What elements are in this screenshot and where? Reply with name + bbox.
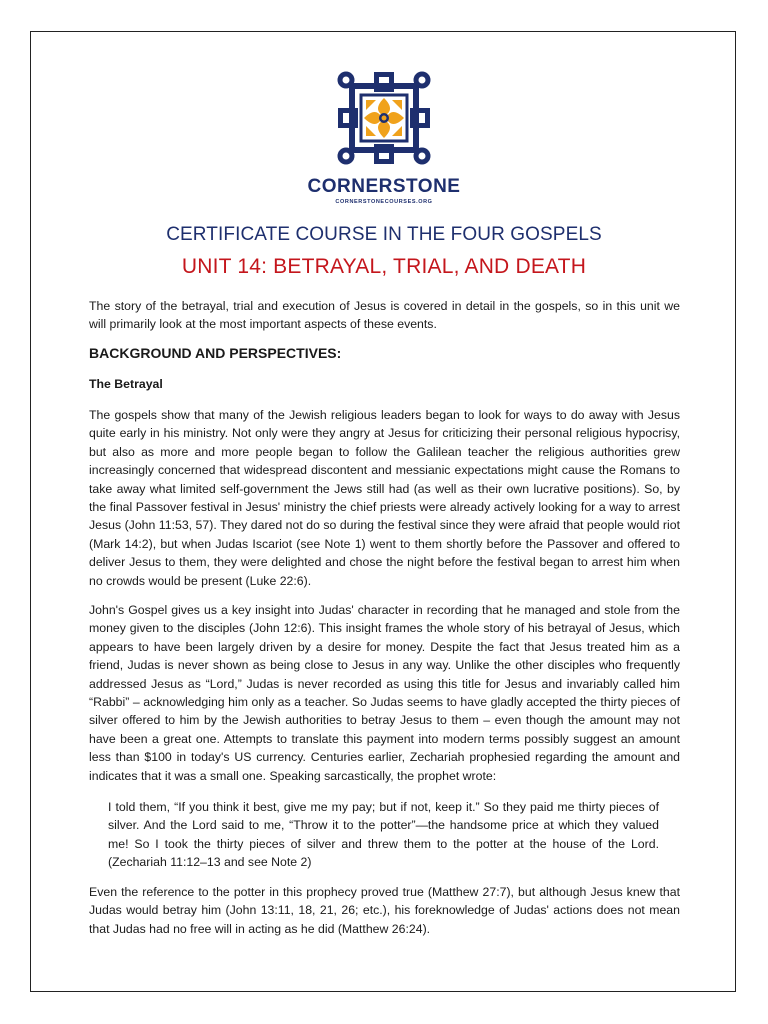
logo [0, 70, 768, 166]
brand-url: CORNERSTONECOURSES.ORG [335, 199, 433, 205]
intro-paragraph: The story of the betrayal, trial and execution of Jesus is covered in detail in the gospels, so in this unit we will primarily look at the most important aspects of these events. [89, 299, 680, 332]
course-title: CERTIFICATE COURSE IN THE FOUR GOSPELS [166, 224, 602, 245]
closing-paragraph: Even the reference to the potter in this prophecy proved true (Matthew 27:7), but although Jesus knew that Judas would betray him (John 13:11, 18, 21, 26; etc.), his foreknowledge of Judas' actions does not mean that Judas had no free will in acting as he did (Matthew 26:24). [89, 885, 680, 936]
paragraph-betrayal-2: John's Gospel gives us a key insight into Judas' character in recording that he managed and stole from the money given to the disciples (John 12:6). This insight frames the whole story of his betrayal of Jesus, which appears to have been largely driven by a desire for money. Despite the fact that Jesus treated him as a friend, Judas is never shown as being close to Jesus in any way. Unlike the other disciples who frequently addressed Jesus as “Lord,” Judas is never recorded as using this title for Jesus and invariably called him “Rabbi” – acknowledging him only as a teacher. So Judas seems to have gladly accepted the thirty pieces of silver offered to him by the Jewish authorities to betray Jesus to them – even though the amount may not have been a great one. Attempts to translate this payment into modern terms possibly suggest an amount less than $100 in today's US currency. Centuries earlier, Zechariah prophesied regarding the amount and indicates that it was a small one. Speaking sarcastically, the prophet wrote: [89, 603, 680, 783]
celtic-cross-knot-icon [336, 70, 432, 166]
unit-title: UNIT 14: BETRAYAL, TRIAL, AND DEATH [181, 255, 587, 278]
section-heading: BACKGROUND AND PERSPECTIVES: [89, 345, 342, 361]
brand-name: CORNERSTONE [307, 176, 461, 197]
paragraph-betrayal-1: The gospels show that many of the Jewish religious leaders began to look for ways to do away with Jesus quite early in his ministry. Not only were they angry at Jesus for criticizing their personal religious hypocrisy, but also as more and more people began to follow the Galilean teacher the religious authorities grew increasingly concerned that widespread discontent and messianic expectations might cause the Romans to take away what limited self-government the Jews still had (as well as their own lucrative positions). So, by the final Passover festival in Jesus' ministry the chief priests were already actively looking for a way to arrest Jesus (John 11:53, 57). They dared not do so during the festival since they were afraid that people would riot (Mark 14:2), but when Judas Iscariot (see Note 1) went to them shortly before the Passover and offered to deliver Jesus to them, they were delighted and chose the night before the festival began to arrest him when no crowds would be present (Luke 22:6). [89, 408, 680, 588]
subsection-heading: The Betrayal [89, 377, 163, 391]
scripture-quote: I told them, “If you think it best, give me my pay; but if not, keep it.” So they paid me thirty pieces of silver. And the Lord said to me, “Throw it to the potter”—the handsome price at which they valued me! So I took the thirty pieces of silver and threw them to the potter at the house of the Lord. (Zechariah 11:12–13 and see Note 2) [108, 800, 659, 870]
